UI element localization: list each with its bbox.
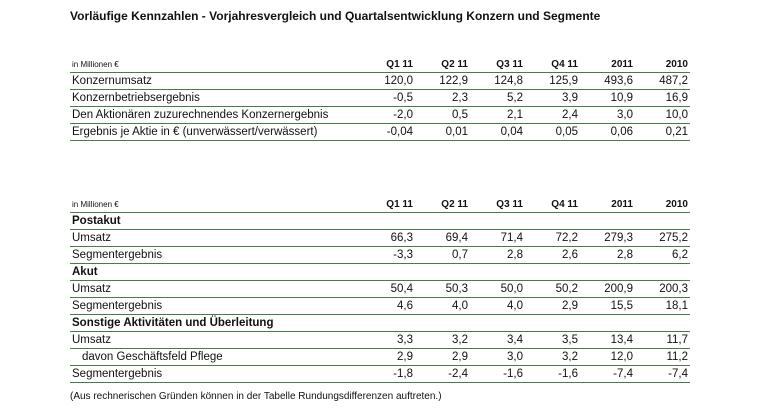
row-label: Den Aktionären zuzurechnendes Konzernergebnis xyxy=(70,107,360,124)
column-header: Q4 11 xyxy=(551,58,578,70)
column-header: Q4 11 xyxy=(551,198,578,210)
value-cell: -0,5 xyxy=(360,90,415,107)
value-cell: 2,3 xyxy=(415,90,470,107)
section-header-row xyxy=(70,264,690,281)
value-cell: 69,4 xyxy=(415,230,470,247)
value-cell: 15,5 xyxy=(580,298,635,315)
value-cell: -1,8 xyxy=(360,366,415,383)
section-header-row xyxy=(70,315,690,332)
value-cell: 0,01 xyxy=(415,124,470,141)
value-cell: 2,8 xyxy=(470,247,525,264)
value-cell: 4,0 xyxy=(415,298,470,315)
unit-label: in Millionen € xyxy=(72,199,119,209)
value-cell: -2,4 xyxy=(415,366,470,383)
value-cell: 6,2 xyxy=(635,247,690,264)
value-cell: -7,4 xyxy=(635,366,690,383)
row-label: Ergebnis je Aktie in € (unverwässert/verwässert) xyxy=(70,124,360,141)
value-cell: 50,2 xyxy=(525,281,580,298)
table-row xyxy=(70,298,690,315)
value-cell: 2,6 xyxy=(525,247,580,264)
value-cell: 2,9 xyxy=(360,349,415,366)
segment-kpi-table xyxy=(70,196,690,383)
footnote: (Aus rechnerischen Gründen können in der Tabelle Rundungsdifferenzen auftreten.) xyxy=(70,391,442,402)
row-label: davon Geschäftsfeld Pflege xyxy=(70,349,360,366)
value-cell: 3,0 xyxy=(580,107,635,124)
value-cell: 13,4 xyxy=(580,332,635,349)
section-header-row xyxy=(70,213,690,230)
value-cell: -1,6 xyxy=(470,366,525,383)
value-cell: 2,4 xyxy=(525,107,580,124)
value-cell: 71,4 xyxy=(470,230,525,247)
row-label: Segmentergebnis xyxy=(70,247,360,264)
section-title: Postakut xyxy=(70,213,690,230)
value-cell: 10,0 xyxy=(635,107,690,124)
value-cell: 2,9 xyxy=(525,298,580,315)
value-cell: 275,2 xyxy=(635,230,690,247)
value-cell: 11,2 xyxy=(635,349,690,366)
value-cell: 3,2 xyxy=(415,332,470,349)
column-header: Q1 11 xyxy=(386,198,413,210)
table-row xyxy=(70,349,690,366)
value-cell: 12,0 xyxy=(580,349,635,366)
value-cell: 0,06 xyxy=(580,124,635,141)
value-cell: 0,5 xyxy=(415,107,470,124)
table-row xyxy=(70,124,690,141)
value-cell: 50,4 xyxy=(360,281,415,298)
value-cell: 50,3 xyxy=(415,281,470,298)
row-label: Konzernbetriebsergebnis xyxy=(70,90,360,107)
value-cell: 50,0 xyxy=(470,281,525,298)
value-cell: 120,0 xyxy=(360,73,415,90)
column-header: Q3 11 xyxy=(496,58,523,70)
value-cell: 10,9 xyxy=(580,90,635,107)
value-cell: 0,7 xyxy=(415,247,470,264)
value-cell: 16,9 xyxy=(635,90,690,107)
value-cell: 3,2 xyxy=(525,349,580,366)
value-cell: 0,05 xyxy=(525,124,580,141)
value-cell: 122,9 xyxy=(415,73,470,90)
value-cell: -1,6 xyxy=(525,366,580,383)
value-cell: 279,3 xyxy=(580,230,635,247)
value-cell: 3,5 xyxy=(525,332,580,349)
value-cell: 3,3 xyxy=(360,332,415,349)
table-row xyxy=(70,332,690,349)
value-cell: 72,2 xyxy=(525,230,580,247)
value-cell: 200,3 xyxy=(635,281,690,298)
table-row xyxy=(70,247,690,264)
group-kpi-table xyxy=(70,56,690,141)
table-row xyxy=(70,90,690,107)
value-cell: 2,1 xyxy=(470,107,525,124)
row-label: Segmentergebnis xyxy=(70,298,360,315)
value-cell: 4,6 xyxy=(360,298,415,315)
unit-label: in Millionen € xyxy=(72,59,119,69)
row-label: Konzernumsatz xyxy=(70,73,360,90)
section-title: Akut xyxy=(70,264,690,281)
column-header: 2010 xyxy=(665,198,688,210)
value-cell: 3,4 xyxy=(470,332,525,349)
column-header: 2011 xyxy=(611,58,633,70)
value-cell: 18,1 xyxy=(635,298,690,315)
value-cell: -7,4 xyxy=(580,366,635,383)
value-cell: 66,3 xyxy=(360,230,415,247)
table-header-row xyxy=(70,56,690,73)
value-cell: -2,0 xyxy=(360,107,415,124)
value-cell: 125,9 xyxy=(525,73,580,90)
value-cell: 0,21 xyxy=(635,124,690,141)
value-cell: 2,9 xyxy=(415,349,470,366)
value-cell: 3,0 xyxy=(470,349,525,366)
table-row xyxy=(70,281,690,298)
section-title: Sonstige Aktivitäten und Überleitung xyxy=(70,315,690,332)
table-header-row xyxy=(70,196,690,213)
value-cell: 2,8 xyxy=(580,247,635,264)
value-cell: 200,9 xyxy=(580,281,635,298)
table-row xyxy=(70,230,690,247)
value-cell: 4,0 xyxy=(470,298,525,315)
value-cell: 487,2 xyxy=(635,73,690,90)
value-cell: 3,9 xyxy=(525,90,580,107)
value-cell: 0,04 xyxy=(470,124,525,141)
table-row xyxy=(70,366,690,383)
value-cell: -3,3 xyxy=(360,247,415,264)
value-cell: 493,6 xyxy=(580,73,635,90)
table-row xyxy=(70,107,690,124)
column-header: 2011 xyxy=(611,198,633,210)
table-row xyxy=(70,73,690,90)
row-label: Umsatz xyxy=(70,332,360,349)
column-header: Q2 11 xyxy=(441,58,468,70)
column-header: 2010 xyxy=(665,58,688,70)
row-label: Umsatz xyxy=(70,230,360,247)
row-label: Segmentergebnis xyxy=(70,366,360,383)
page-title: Vorläufige Kennzahlen - Vorjahresvergleich und Quartalsentwicklung Konzern und Segmente xyxy=(70,9,601,23)
column-header: Q2 11 xyxy=(441,198,468,210)
value-cell: 11,7 xyxy=(635,332,690,349)
value-cell: 124,8 xyxy=(470,73,525,90)
value-cell: 5,2 xyxy=(470,90,525,107)
column-header: Q3 11 xyxy=(496,198,523,210)
row-label: Umsatz xyxy=(70,281,360,298)
column-header: Q1 11 xyxy=(386,58,413,70)
value-cell: -0,04 xyxy=(360,124,415,141)
